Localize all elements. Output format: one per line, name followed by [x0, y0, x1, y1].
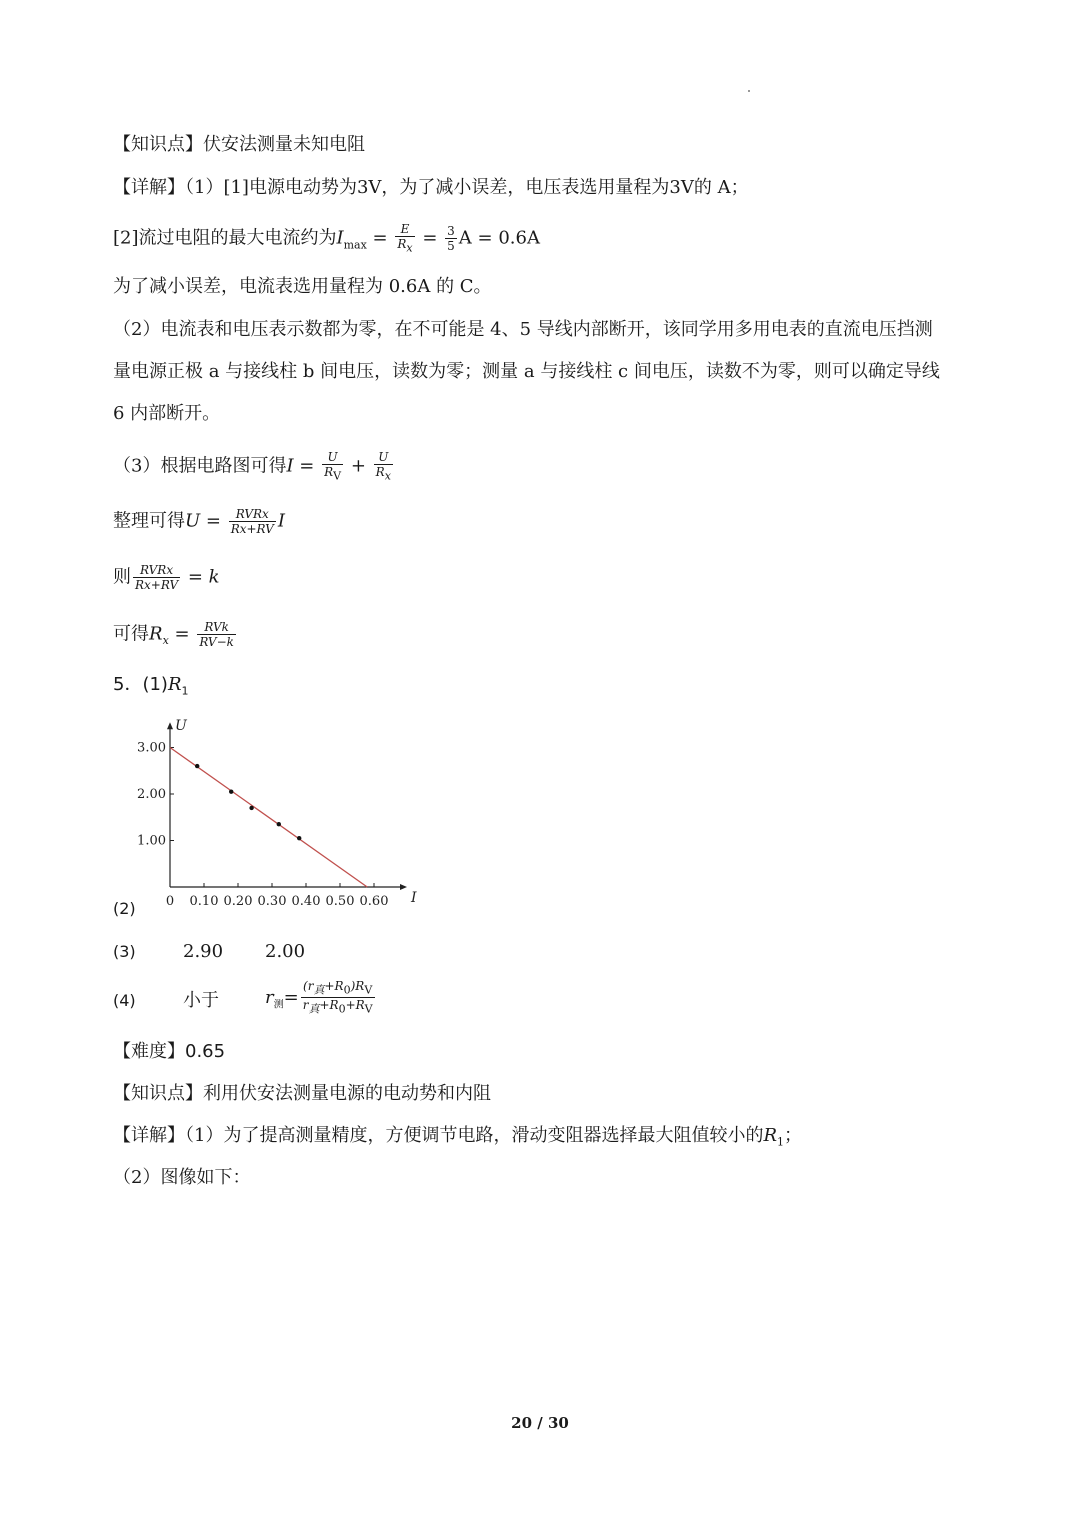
word: 小于	[183, 990, 219, 1011]
detail-1	[113, 176, 749, 200]
x: x	[384, 469, 391, 483]
label: 【详解】	[113, 1125, 185, 1146]
sym-I: I	[277, 510, 285, 532]
answer-4	[113, 979, 373, 1025]
x-tick-label: 0	[165, 894, 175, 909]
text: 整理可得	[113, 510, 185, 532]
x-tick-label: 0.40	[291, 894, 321, 909]
text: 伏安法测量未知电阻	[203, 134, 365, 155]
result: A = 0.6A	[458, 227, 540, 249]
line-max-current: [2]流过电阻的最大电流约为$I_{max}$ = $\frac{E}{R_x}$ = $\frac{3}{5}$ A = 0.6A	[113, 222, 540, 255]
x-tick-label: 0.10	[189, 894, 219, 909]
num: U	[322, 450, 343, 465]
fraction-rvrx	[229, 507, 276, 536]
detail-2	[113, 1124, 802, 1155]
V: V	[364, 1002, 373, 1016]
den: Rx+RV	[135, 578, 179, 592]
r: r	[302, 998, 309, 1013]
sym-r: r	[265, 986, 274, 1008]
label: (3)	[113, 942, 136, 961]
text: （3）根据电路图可得	[113, 455, 287, 477]
fraction-rvrx	[133, 563, 180, 592]
label: 5．(1)	[113, 674, 168, 695]
rx-formula: 可得$R_x$ = RVk RV−k	[113, 620, 234, 649]
value-2: 2.00	[265, 941, 306, 962]
x-axis-label: I	[411, 890, 417, 906]
zhen: 真	[308, 1002, 320, 1016]
y-arrow	[167, 722, 173, 729]
knowledge-point-2	[113, 1082, 491, 1106]
den: RV−k	[199, 635, 234, 649]
r: r	[307, 979, 314, 993]
text: 则	[113, 566, 131, 588]
den	[322, 465, 343, 483]
graph-intro: （2）图像如下：	[113, 1167, 251, 1188]
x-tick-label: 0.30	[257, 894, 287, 909]
part2-line2: 量电源正极 a 与接线柱 b 间电压，读数为零；测量 a 与接线柱 c 间电压，读数不为零，则可以确定导线	[113, 361, 940, 382]
text: [1]电源电动势为3V，为了减小误差，电压表选用量程为3V的 A；	[223, 177, 749, 198]
y-tick-label: 2.00	[137, 787, 166, 802]
x-arrow	[400, 884, 407, 890]
value: 0.65	[185, 1041, 226, 1062]
num: RVRx	[229, 507, 276, 522]
R: R	[329, 998, 339, 1013]
x-tick-label: 0.50	[325, 894, 355, 909]
fraction-U-RV	[322, 450, 343, 483]
num: $(r_真+R_0)R_V$	[301, 979, 375, 998]
r-formula: $r_测=$ $(r_真+R_0)R_V$ $r_真+R_0+R_V$	[265, 979, 373, 1016]
data-point	[277, 822, 281, 826]
R: R	[324, 465, 334, 479]
den	[374, 465, 393, 483]
data-point	[195, 764, 199, 768]
text: [2]流过电阻的最大电流约为	[113, 227, 337, 249]
zhen: 真	[313, 983, 325, 997]
x-tick-label: 0.60	[359, 894, 389, 909]
k-formula: 则 RVRx Rx+RV = k	[113, 563, 220, 592]
den: Rx+RV	[230, 522, 274, 536]
num: E	[395, 222, 414, 237]
sym-R: R	[763, 1125, 778, 1146]
part: （1）	[185, 177, 224, 198]
data-point	[249, 806, 253, 810]
x: x	[162, 634, 169, 648]
label: 【知识点】	[113, 134, 203, 155]
num: 3	[447, 224, 455, 239]
difficulty	[113, 1040, 225, 1064]
u-i-chart	[120, 712, 440, 917]
zero: 0	[343, 983, 351, 997]
part2-line1: （2）电流表和电压表示数都为零，在不可能是 4、5 导线内部断开，该同学用多用电表的直流电压挡测	[113, 319, 933, 340]
y-tick-label: 1.00	[137, 833, 166, 849]
value-1: 2.90	[183, 941, 224, 962]
rearranged-formula: 整理可得U = RVRx Rx+RV I	[113, 507, 285, 536]
x-tick-label: 0.20	[223, 894, 253, 909]
data-point	[297, 836, 301, 840]
num: U	[374, 450, 393, 465]
knowledge-point-1	[113, 133, 365, 157]
fit-line	[170, 748, 367, 888]
den	[395, 237, 414, 255]
sub-ce: 测	[273, 999, 284, 1011]
fraction-3-5	[445, 224, 457, 253]
sym-I: I	[286, 455, 294, 477]
label: 【详解】	[113, 177, 185, 198]
label: 【知识点】	[113, 1083, 203, 1104]
sub: 1	[181, 684, 189, 698]
part3-formula: （3）根据电路图可得I = $\frac{U}{R_V}$ + $\frac{U}{R_x}$	[113, 450, 391, 483]
speck	[748, 90, 750, 92]
num: RVRx	[133, 563, 180, 578]
R: R	[334, 979, 344, 993]
text: 利用伏安法测量电源的电动势和内阻	[203, 1083, 491, 1104]
fraction	[301, 979, 375, 1017]
num: RVk	[197, 620, 236, 635]
sub-max: max	[343, 238, 367, 252]
zero: 0	[338, 1002, 346, 1016]
sub: 1	[777, 1135, 785, 1149]
V: V	[333, 469, 342, 483]
end: ；	[784, 1125, 803, 1146]
sym-k: k	[208, 566, 220, 588]
answer-3	[113, 940, 306, 964]
R: R	[355, 998, 365, 1013]
sym-R: R	[167, 674, 182, 695]
label: (4)	[113, 991, 136, 1010]
R: R	[375, 465, 385, 479]
text: 可得	[113, 623, 149, 645]
den: $r_真+R_0+R_V$	[302, 998, 373, 1016]
sym-I: I	[336, 227, 344, 249]
R: R	[355, 979, 365, 993]
data-point	[229, 789, 233, 793]
sym-R: R	[149, 623, 163, 645]
text: （1）为了提高测量精度，方便调节电路，滑动变阻器选择最大阻值较小的	[185, 1125, 764, 1146]
answer-2-label: (2)	[113, 899, 136, 918]
fraction-rvk	[197, 620, 236, 649]
fraction-E-Rx	[395, 222, 414, 255]
y-axis-label: U	[175, 718, 187, 735]
R: R	[397, 237, 407, 251]
line-ammeter-choice: 为了减小误差，电流表选用量程为 0.6A 的 C。	[113, 276, 492, 297]
V: V	[364, 983, 373, 997]
q5-answer-1	[113, 673, 189, 704]
page-number: 20 / 30	[511, 1414, 569, 1432]
sym-U: U	[185, 510, 201, 532]
x: x	[406, 241, 413, 255]
den: 5	[447, 239, 455, 254]
label: 【难度】	[113, 1041, 185, 1062]
fraction-U-Rx	[374, 450, 393, 483]
y-tick-label: 3.00	[137, 740, 166, 756]
part2-line3: 6 内部断开。	[113, 403, 221, 424]
